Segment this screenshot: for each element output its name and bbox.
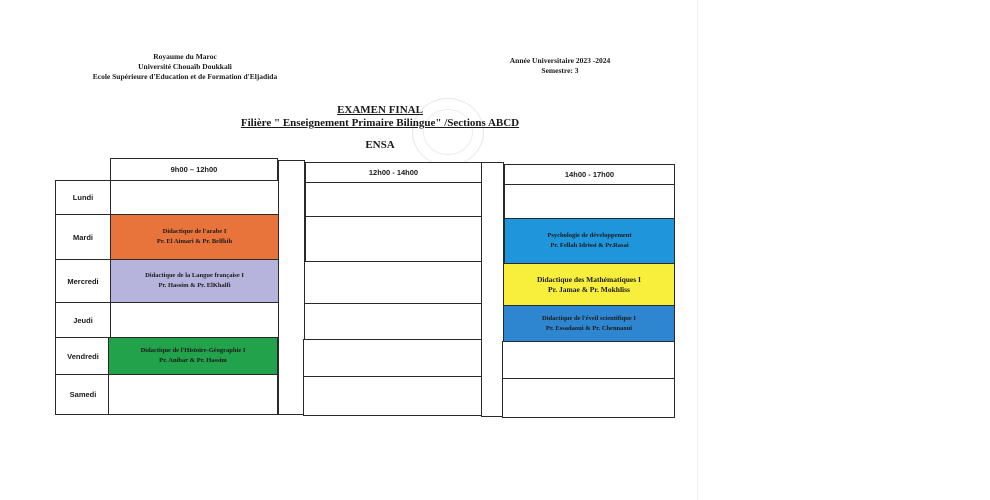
course-professors: Pr. Fellah Idrissi & Pr.Rasai xyxy=(550,242,629,249)
time-slot-header-morning: 9h00 – 12h00 xyxy=(110,158,278,181)
exam-didactique-histoire-geographie xyxy=(108,337,278,375)
exam-psychologie-developpement xyxy=(504,218,675,264)
separator-column-2 xyxy=(481,162,504,417)
school-line: Ecole Supérieure d'Education et de Formation d'Eljadida xyxy=(92,72,278,81)
exam-didactique-mathematiques xyxy=(503,263,675,306)
slot-mardi-midday xyxy=(305,216,482,262)
course-professors: Pr. Jamae & Pr. Mokhliss xyxy=(548,284,630,294)
course-name: Didactique de l'éveil scientifique I xyxy=(542,314,636,322)
title-block xyxy=(190,104,570,152)
day-label-samedi: Samedi xyxy=(55,374,111,415)
day-label-jeudi: Jeudi xyxy=(55,302,111,338)
page-edge xyxy=(697,0,698,500)
slot-samedi-midday xyxy=(303,376,482,416)
slot-jeudi-midday xyxy=(304,303,482,340)
exam-didactique-francais xyxy=(110,259,279,303)
day-label-mardi: Mardi xyxy=(55,214,111,260)
university-line: Université Chouaïb Doukkali xyxy=(138,62,232,71)
course-name: Didactique de l'arabe I xyxy=(162,228,227,235)
course-professors: Pr. El Aimari & Pr. Belfkih xyxy=(156,238,233,245)
subtitle-ensa: ENSA xyxy=(365,139,395,151)
academic-year: Année Universitaire 2023 -2024 xyxy=(509,56,611,65)
academic-year-header xyxy=(480,56,640,76)
course-name: Didactique des Mathématiques I xyxy=(537,274,641,284)
time-slot-header-afternoon: 14h00 - 17h00 xyxy=(504,164,675,185)
course-name: Didactique de l'Histoire-Géographie I xyxy=(140,347,246,354)
semester: Semestre: 3 xyxy=(541,66,579,75)
slot-samedi-afternoon xyxy=(502,378,675,418)
course-professors: Pr. Anibar & Pr. Hassim xyxy=(159,357,227,364)
separator-column-1 xyxy=(278,160,305,415)
slot-jeudi-morning xyxy=(110,302,279,338)
slot-lundi-midday xyxy=(305,182,482,217)
exam-title: EXAMEN FINAL xyxy=(337,104,423,116)
slot-lundi-afternoon xyxy=(504,184,675,219)
day-label-vendredi: Vendredi xyxy=(55,337,111,375)
institution-header xyxy=(60,52,310,82)
course-professors: Pr. Hassim & Pr. ElKhalfi xyxy=(158,282,231,289)
program-title: Filière " Enseignement Primaire Bilingue" /Sections ABCD xyxy=(240,117,520,129)
exam-didactique-arabe xyxy=(110,214,279,260)
time-slot-header-midday: 12h00 - 14h00 xyxy=(305,162,482,183)
day-label-mercredi: Mercredi xyxy=(55,259,111,303)
course-name: Didactique de la Langue française I xyxy=(145,272,244,279)
day-label-lundi: Lundi xyxy=(55,180,111,215)
slot-samedi-morning xyxy=(108,374,278,415)
course-name: Psychologie de développement xyxy=(547,232,632,239)
slot-mercredi-midday xyxy=(304,261,482,304)
kingdom-line: Royaume du Maroc xyxy=(153,52,217,61)
slot-vendredi-midday xyxy=(303,339,482,377)
slot-vendredi-afternoon xyxy=(502,341,675,379)
course-professors: Pr. Essadaoui & Pr. Chennaoui xyxy=(545,324,633,332)
slot-lundi-morning xyxy=(110,180,279,215)
exam-didactique-eveil-scientifique xyxy=(503,305,675,342)
